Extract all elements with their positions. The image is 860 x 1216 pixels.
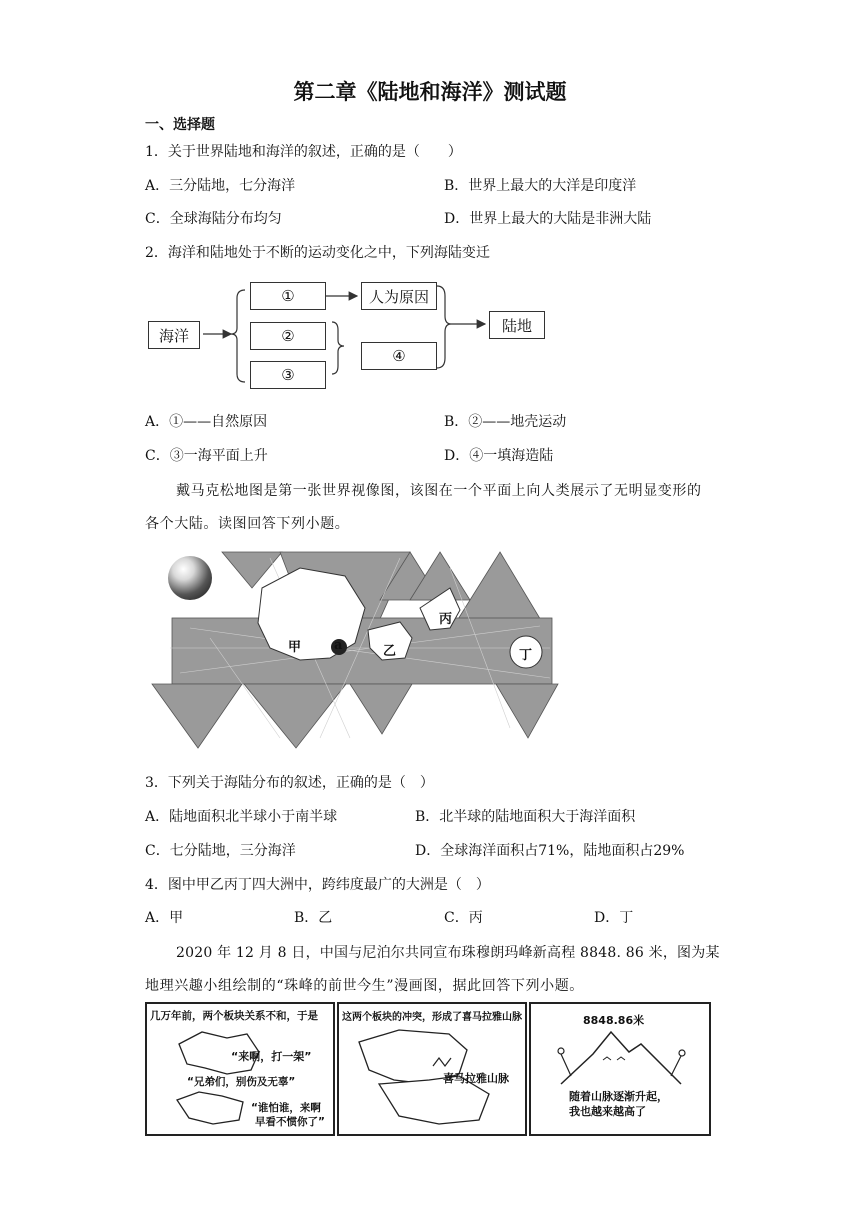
q3-stem: 3．下列关于海陆分布的叙述，正确的是（ ） <box>145 775 434 791</box>
comic-1-top-caption: 几万年前，两个板块关系不和，于是 <box>150 1010 318 1022</box>
comic-3-height-label: 8848.86米 <box>583 1014 645 1027</box>
page-title: 第二章《陆地和海洋》测试题 <box>293 80 567 104</box>
q2-option-c: C．③一海平面上升 <box>145 448 268 464</box>
box-4: ④ <box>361 342 437 370</box>
flow-connectors <box>145 278 545 388</box>
q2-option-d: D．④一填海造陆 <box>444 448 554 464</box>
section-heading: 一、选择题 <box>145 117 215 133</box>
q1-option-d: D．世界上最大的大陆是非洲大陆 <box>444 211 652 227</box>
q4-option-a: A．甲 <box>145 910 184 926</box>
comic-panel-1 <box>145 1002 335 1136</box>
map-label-ding: 丁 <box>519 648 533 663</box>
comic-3-caption-2: 我也越来越高了 <box>569 1105 646 1118</box>
map-label-jia: 甲 <box>288 640 302 655</box>
comic-1-who-speech-1: “谁怕谁，来啊 <box>251 1102 321 1114</box>
q4-option-b: B．乙 <box>294 910 333 926</box>
q3-option-c: C．七分陆地，三分海洋 <box>145 843 296 859</box>
q1-stem: 1．关于世界陆地和海洋的叙述，正确的是（ ） <box>145 144 462 160</box>
q4-stem: 4．图中甲乙丙丁四大洲中，跨纬度最广的大洲是（ ） <box>145 877 490 893</box>
q3-option-a: A．陆地面积北半球小于南半球 <box>145 809 338 825</box>
map-intro-line-2: 各个大陆。读图回答下列小题。 <box>145 516 350 532</box>
comic-2-himalaya-label: 喜马拉雅山脉 <box>443 1072 509 1085</box>
q1-option-c: C．全球海陆分布均匀 <box>145 211 282 227</box>
box-2: ② <box>250 322 326 350</box>
comic-1-who-speech-2: 早看不惯你了” <box>255 1116 325 1128</box>
map-label-a: a <box>334 638 343 653</box>
comic-1-fight-speech: “来啊，打一架” <box>231 1050 312 1063</box>
box-3: ③ <box>250 361 326 389</box>
q4-option-c: C．丙 <box>444 910 483 926</box>
q3-option-b: B．北半球的陆地面积大于海洋面积 <box>415 809 636 825</box>
q1-option-b: B．世界上最大的大洋是印度洋 <box>444 178 637 194</box>
everest-intro-line-2: 地理兴趣小组绘制的“珠峰的前世今生”漫画图，据此回答下列小题。 <box>145 978 584 994</box>
map-intro-line-1: 戴马克松地图是第一张世界视像图，该图在一个平面上向人类展示了无明显变形的 <box>176 483 702 499</box>
q2-option-a: A．①——自然原因 <box>145 414 268 430</box>
q2-option-b: B．②——地壳运动 <box>444 414 567 430</box>
box-1: ① <box>250 282 326 310</box>
sea-land-flow-diagram <box>145 278 545 388</box>
q4-option-d: D．丁 <box>594 910 634 926</box>
q1-option-a: A．三分陆地，七分海洋 <box>145 178 296 194</box>
dymaxion-map <box>150 548 560 750</box>
human-cause-box: 人为原因 <box>361 282 437 310</box>
map-label-yi: 乙 <box>383 644 397 659</box>
comic-panel-2-drawing <box>339 1004 525 1134</box>
land-box: 陆地 <box>489 311 545 339</box>
comic-1-brother-speech: “兄弟们，别伤及无辜” <box>187 1076 296 1088</box>
comic-2-top-caption: 这两个板块的冲突，形成了喜马拉雅山脉 <box>342 1012 522 1023</box>
everest-intro-line-1: 2020 年 12 月 8 日，中国与尼泊尔共同宣布珠穆朗玛峰新高程 8848. 86 米，图为某 <box>176 945 720 961</box>
q3-option-d: D．全球海洋面积占71%，陆地面积占29% <box>415 843 685 859</box>
q2-stem: 2．海洋和陆地处于不断的运动变化之中，下列海陆变迁 <box>145 245 490 261</box>
comic-panel-3 <box>529 1002 711 1136</box>
globe-icon <box>168 556 212 600</box>
comic-3-caption-1: 随着山脉逐渐升起， <box>569 1090 668 1103</box>
comic-panel-2 <box>337 1002 527 1136</box>
sea-box: 海洋 <box>148 321 200 349</box>
map-label-bing: 丙 <box>439 612 453 627</box>
